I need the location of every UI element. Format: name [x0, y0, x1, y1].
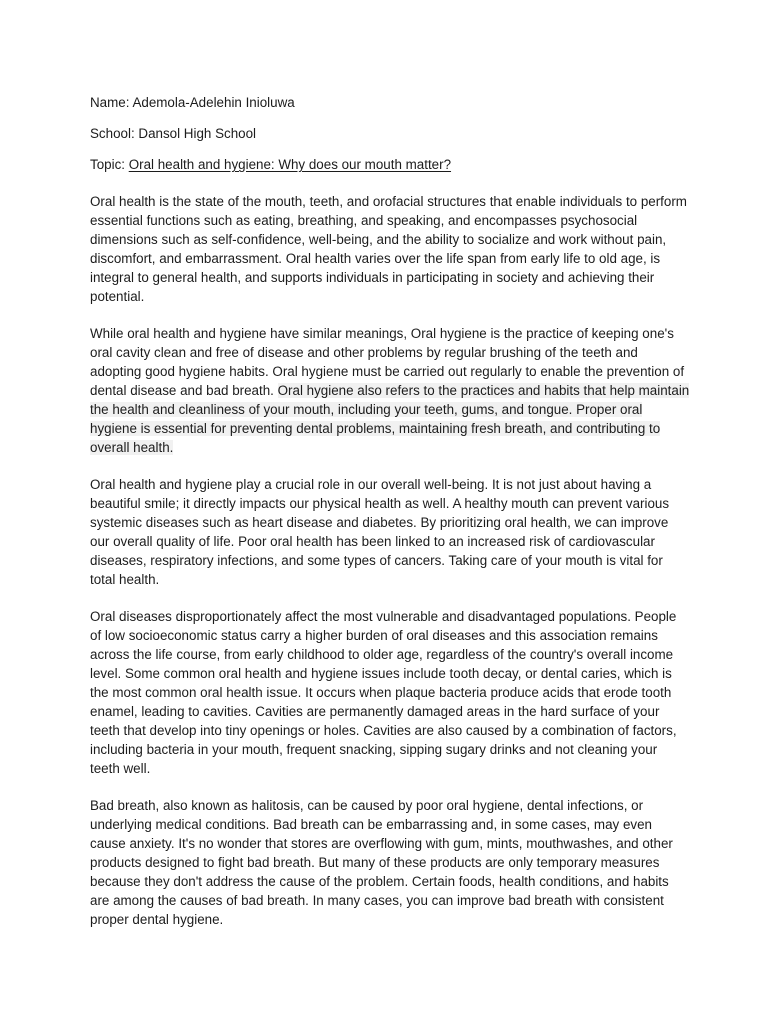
paragraph-definition: Oral health is the state of the mouth, teeth, and orofacial structures that enable individuals to perform essential functions such as eating, breathing, and speaking, and encompasses psychosocial dimensions such as self-confidence, well-being, and the ability to socialize and work without pain, discomfort, and embarrassment. Oral health varies over the life span from early life to old age, is integral to general health, and supports individuals in participating in society and achieving their potential. [90, 194, 687, 304]
name-label: Name: [90, 95, 130, 110]
document-body [90, 93, 690, 929]
topic-value: Oral health and hygiene: Why does our mouth matter? [128, 157, 452, 172]
topic-label: Topic: [90, 157, 125, 172]
school-label: School: [90, 126, 135, 141]
name-value: Ademola-Adelehin Inioluwa [132, 95, 295, 110]
school-value: Dansol High School [138, 126, 257, 141]
highlighted-text: Oral hygiene also refers to the practices and habits that help maintain the health and cleanliness of your mouth, including your teeth, gums, and tongue. Proper oral hygiene is essential for preventing dental problems, maintaining fresh breath, and contributing to overall health. [90, 383, 690, 455]
paragraph-bad-breath: Bad breath, also known as halitosis, can be caused by poor oral hygiene, dental infections, or underlying medical conditions. Bad breath can be embarrassing and, in some cases, may even cause anxiety. It's no wonder that stores are overflowing with gum, mints, mouthwashes, and other products designed to fight bad breath. But many of these products are only temporary measures because they don't address the cause of the problem. Certain foods, health conditions, and habits are among the causes of bad breath. In many cases, you can improve bad breath with consistent proper dental hygiene. [90, 798, 673, 927]
school-line [90, 124, 690, 143]
paragraph-oral-hygiene [90, 324, 690, 457]
paragraph-importance: Oral health and hygiene play a crucial role in our overall well-being. It is not just about having a beautiful smile; it directly impacts our physical health as well. A healthy mouth can prevent various systemic diseases such as heart disease and diabetes. By prioritizing oral health, we can improve our overall quality of life. Poor oral health has been linked to an increased risk of cardiovascular diseases, respiratory infections, and some types of cancers. Taking care of your mouth is vital for total health. [90, 477, 670, 587]
paragraph-oral-hygiene-text: While oral health and hygiene have similar meanings, Oral hygiene is the practice of keeping one's oral cavity clean and free of disease and other problems by regular brushing of the teeth and adopting good hygiene habits. Oral hygiene must be carried out regularly to enable the prevention of dental disease and bad breath. [90, 326, 685, 398]
name-line [90, 93, 690, 112]
paragraph-oral-diseases: Oral diseases disproportionately affect the most vulnerable and disadvantaged populations. People of low socioeconomic status carry a higher burden of oral diseases and this association remains across the life course, from early childhood to older age, regardless of the country's overall income level. Some common oral health and hygiene issues include tooth decay, or dental caries, which is the most common oral health issue. It occurs when plaque bacteria produce acids that erode tooth enamel, leading to cavities. Cavities are permanently damaged areas in the hard surface of your teeth that develop into tiny openings or holes. Cavities are also caused by a combination of factors, including bacteria in your mouth, frequent snacking, sipping sugary drinks and not cleaning your teeth well. [90, 609, 677, 776]
topic-line [90, 155, 690, 174]
